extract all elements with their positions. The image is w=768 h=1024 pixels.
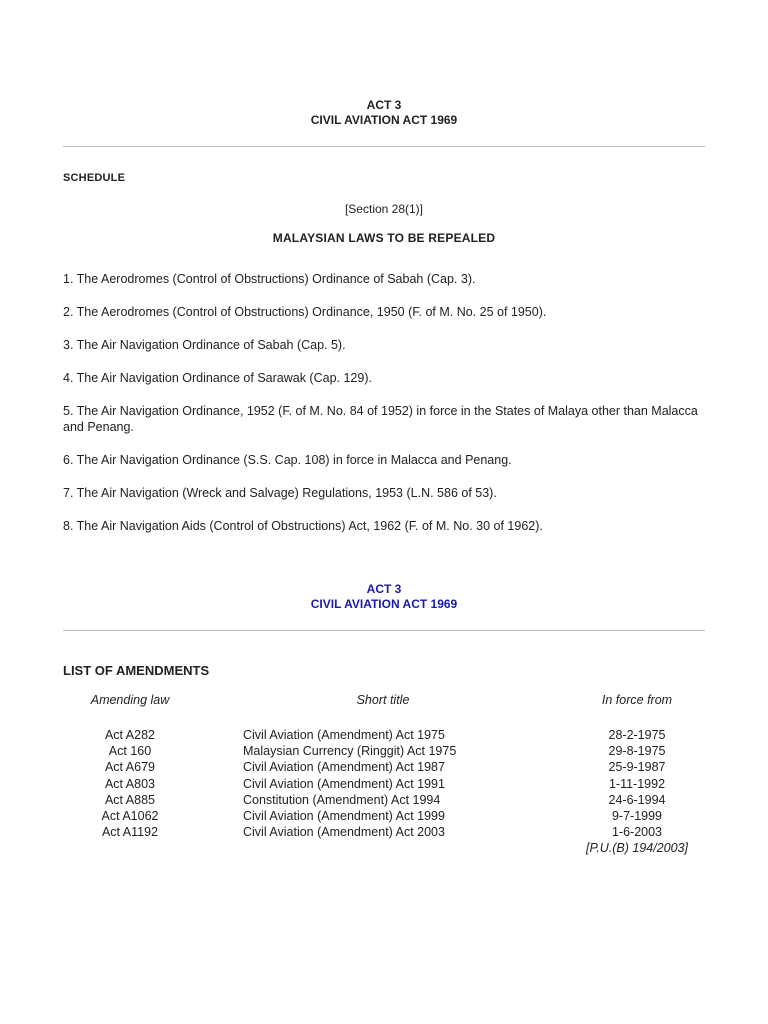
- amendments-table: [63, 693, 705, 856]
- list-item: 2. The Aerodromes (Control of Obstructions) Ordinance, 1950 (F. of M. No. 25 of 1950).: [63, 305, 547, 319]
- repealed-laws-list: [63, 271, 705, 551]
- table-row: [63, 759, 705, 775]
- short-title-cell: Civil Aviation (Amendment) Act 2003: [243, 825, 445, 840]
- in-force-cell: 1-6-2003: [611, 825, 663, 840]
- in-force-cell: 28-2-1975: [608, 728, 666, 742]
- column-header-short-title: Short title: [356, 693, 410, 707]
- column-header-amending-law: Amending law: [90, 693, 170, 707]
- horizontal-divider: [63, 146, 705, 147]
- in-force-cell: 25-9-1987: [608, 760, 666, 775]
- list-item: 5. The Air Navigation Ordinance, 1952 (F. of M. No. 84 of 1952) in force in the States of Malaya other than Malacca and Penang.: [63, 404, 698, 434]
- horizontal-divider: [63, 630, 705, 631]
- amending-law-cell: Act 160: [108, 744, 152, 759]
- schedule-label: SCHEDULE: [63, 172, 126, 184]
- table-row: [63, 743, 705, 759]
- short-title-cell: Civil Aviation (Amendment) Act 1975: [243, 728, 445, 742]
- short-title-cell: Civil Aviation (Amendment) Act 1987: [243, 760, 445, 775]
- title-block: [63, 98, 705, 128]
- amending-law-cell: Act A1062: [101, 808, 159, 823]
- amending-law-cell: Act A679: [104, 760, 156, 775]
- list-item: 4. The Air Navigation Ordinance of Sarawak (Cap. 129).: [63, 371, 372, 385]
- act-name: CIVIL AVIATION ACT 1969: [310, 113, 458, 127]
- table-row: [63, 824, 705, 840]
- column-header-in-force-from: In force from: [601, 693, 673, 707]
- in-force-cell: 1-11-1992: [608, 776, 666, 791]
- gazette-note: [P.U.(B) 194/2003]: [586, 841, 688, 856]
- laws-heading: MALAYSIAN LAWS TO BE REPEALED: [272, 231, 496, 245]
- list-item: 3. The Air Navigation Ordinance of Sabah (Cap. 5).: [63, 338, 346, 352]
- amending-law-cell: Act A885: [104, 792, 156, 807]
- act-number: ACT 3: [366, 98, 402, 112]
- section-reference: [Section 28(1)]: [344, 202, 424, 216]
- in-force-cell: 29-8-1975: [608, 744, 666, 759]
- list-item: 7. The Air Navigation (Wreck and Salvage) Regulations, 1953 (L.N. 586 of 53).: [63, 486, 497, 500]
- amending-law-cell: Act A282: [104, 728, 156, 742]
- act-name: CIVIL AVIATION ACT 1969: [310, 597, 458, 611]
- title-block-colored: [63, 582, 705, 612]
- short-title-cell: Civil Aviation (Amendment) Act 1991: [243, 776, 445, 791]
- list-item: 6. The Air Navigation Ordinance (S.S. Cap. 108) in force in Malacca and Penang.: [63, 453, 512, 467]
- short-title-cell: Civil Aviation (Amendment) Act 1999: [243, 808, 445, 823]
- table-row: [63, 776, 705, 792]
- in-force-cell: 24-6-1994: [608, 792, 666, 807]
- table-row: [63, 808, 705, 824]
- table-row: [63, 792, 705, 808]
- amendments-heading: LIST OF AMENDMENTS: [63, 663, 210, 678]
- act-number: ACT 3: [366, 582, 402, 596]
- table-row: [63, 727, 705, 743]
- in-force-cell: 9-7-1999: [611, 808, 663, 823]
- table-header-row: [63, 693, 705, 727]
- list-item: 1. The Aerodromes (Control of Obstructions) Ordinance of Sabah (Cap. 3).: [63, 272, 476, 286]
- short-title-cell: Malaysian Currency (Ringgit) Act 1975: [243, 744, 457, 759]
- amending-law-cell: Act A1192: [101, 825, 159, 840]
- short-title-cell: Constitution (Amendment) Act 1994: [243, 792, 441, 807]
- table-note-row: [63, 840, 705, 856]
- list-item: 8. The Air Navigation Aids (Control of Obstructions) Act, 1962 (F. of M. No. 30 of 1962).: [63, 519, 543, 533]
- amending-law-cell: Act A803: [104, 776, 156, 791]
